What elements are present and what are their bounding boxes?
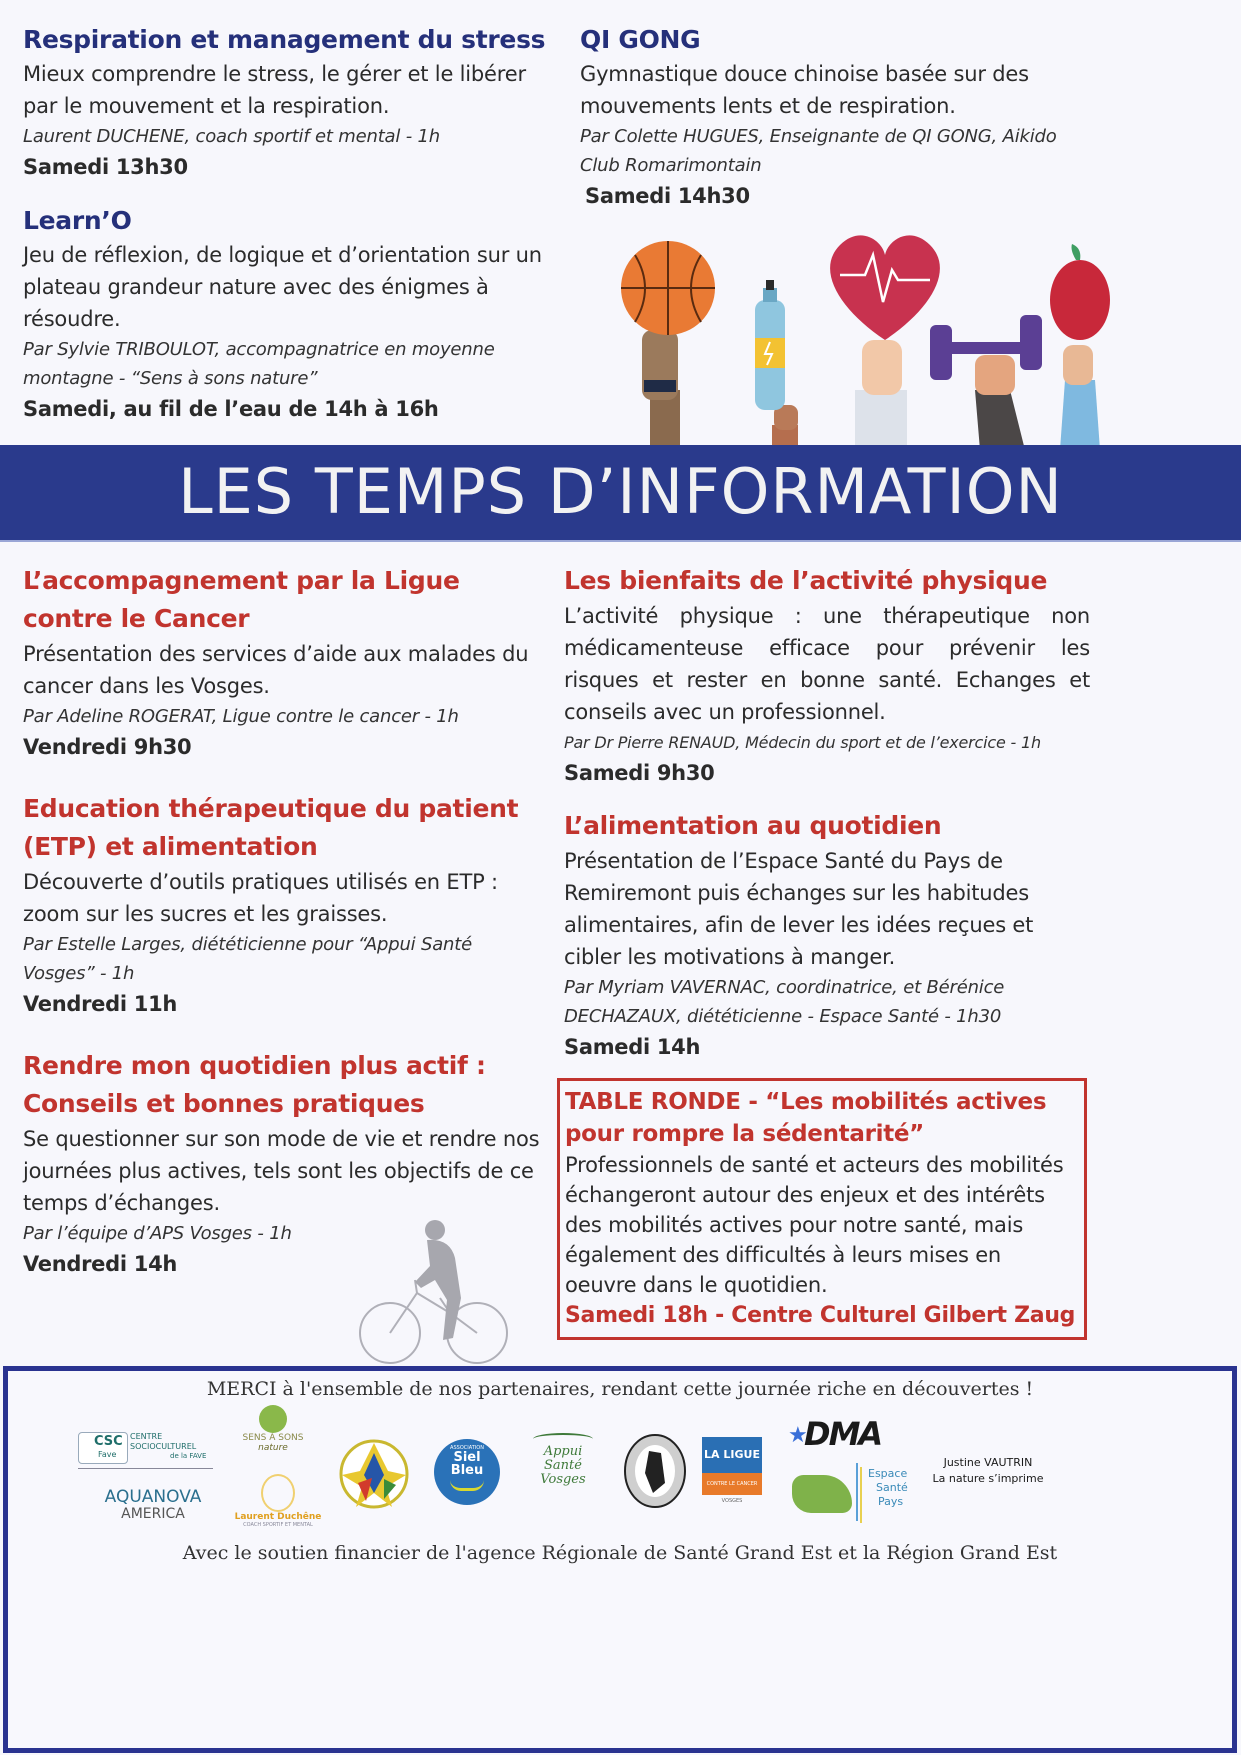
session-speaker: Par Dr Pierre RENAUD, Médecin du sport et de l’exercice - 1h — [564, 733, 1041, 752]
thanks-text: MERCI à l'ensemble de nos partenaires, rendant cette journée riche en découvertes ! — [206, 1378, 1034, 1400]
activity-time: Samedi 13h30 — [23, 155, 188, 179]
session-time: Vendredi 9h30 — [23, 735, 192, 759]
session-time: Samedi 14h — [564, 1035, 701, 1059]
info-alimentation — [564, 807, 1090, 1063]
session-title: Rendre mon quotidien plus actif : Conseils et bonnes pratiques — [23, 1051, 486, 1118]
session-title: L’accompagnement par la Ligue contre le Cancer — [23, 566, 460, 633]
table-ronde-description: Professionnels de santé et acteurs des mobilités échangeront autour des enjeux et des intérêts des mobilités actives pour notre santé, mais également des difficultés à leurs mises en oeuvre dans le quotidien. — [565, 1153, 1064, 1297]
session-time: Samedi 9h30 — [564, 761, 715, 785]
logo-espace-sante: Espace Santé Pays — [788, 1463, 918, 1525]
activity-speaker: Par Sylvie TRIBOULOT, accompagnatrice en moyenne montagne - “Sens à sons nature” — [23, 339, 495, 389]
session-description: Se questionner sur son mode de vie et rendre nos journées plus actives, tels sont les objectifs de ce temps d’échanges. — [23, 1127, 540, 1215]
session-time: Vendredi 11h — [23, 992, 178, 1016]
heart-hand-icon — [830, 235, 940, 445]
session-description: Présentation de l’Espace Santé du Pays de Remiremont puis échanges sur les habitudes alimentaires, afin de lever les idées reçues et cibler les motivations à manger. — [564, 849, 1034, 969]
logo-appui-sante-vosges: Appui Santé Vosges — [528, 1433, 598, 1508]
activity-description: Jeu de réflexion, de logique et d’orientation sur un plateau grandeur nature avec des énigmes à résoudre. — [23, 243, 542, 331]
info-ligue-cancer — [23, 562, 563, 763]
session-description: Présentation des services d’aide aux malades du cancer dans les Vosges. — [23, 642, 529, 698]
session-speaker: Par l’équipe d’APS Vosges - 1h — [23, 1223, 292, 1244]
basketball-hand-icon — [621, 241, 715, 445]
session-description: L’activité physique : une thérapeutique non médicamenteuse efficace pour prévenir les risques et rester en bonne santé. Echanges et conseils avec un professionnel. — [564, 604, 1090, 724]
session-speaker: Par Myriam VAVERNAC, coordinatrice, et Bérénice DECHAZAUX, diététicienne - Espace Santé - 1h30 — [564, 977, 1005, 1027]
session-speaker: Par Adeline ROGERAT, Ligue contre le cancer - 1h — [23, 706, 459, 727]
session-speaker: Par Estelle Larges, diététicienne pour “Appui Santé Vosges” - 1h — [23, 934, 472, 984]
info-bienfaits — [564, 562, 1090, 789]
partners-footer — [3, 1366, 1237, 1753]
activity-description: Mieux comprendre le stress, le gérer et le libérer par le mouvement et la respiration. — [23, 62, 526, 118]
session-description: Découverte d’outils pratiques utilisés en ETP : zoom sur les sucres et les graisses. — [23, 870, 498, 926]
session-title: Les bienfaits de l’activité physique — [564, 566, 1048, 595]
activity-time: Samedi, au fil de l’eau de 14h à 16h — [23, 397, 439, 421]
activity-description: Gymnastique douce chinoise basée sur des mouvements lents et de respiration. — [580, 62, 1029, 118]
info-etp — [23, 790, 563, 1020]
dumbbell-hand-icon — [930, 315, 1042, 445]
activity-title: Respiration et management du stress — [23, 25, 546, 54]
activity-qigong — [580, 22, 1110, 212]
logo-justine-vautrin: Justine VAUTRIN La nature s’imprime — [932, 1456, 1044, 1485]
logo-laurent-duchene: Laurent Duchêne COACH SPORTIF ET MENTAL — [233, 1474, 323, 1539]
activity-speaker: Laurent DUCHENE, coach sportif et mental - 1h — [23, 126, 440, 147]
session-time: Vendredi 14h — [23, 1252, 178, 1276]
session-title: L’alimentation au quotidien — [564, 811, 942, 840]
health-hands-illustration — [600, 230, 1120, 445]
logo-aquanova: AQUANOVA AMERICA — [104, 1487, 202, 1522]
activity-speaker: Par Colette HUGUES, Enseignante de QI GONG, Aikido Club Romarimontain — [580, 126, 1057, 176]
banner-title: LES TEMPS D’INFORMATION — [178, 455, 1063, 528]
activity-time: Samedi 14h30 — [585, 184, 750, 208]
star-icon: ★ — [788, 1423, 808, 1448]
logo-orchidee — [338, 1433, 410, 1515]
table-ronde-box — [557, 1078, 1087, 1340]
logo-siel-bleu: ASSOCIATION Siel Bleu — [434, 1439, 500, 1505]
session-title: Education thérapeutique du patient (ETP) et alimentation — [23, 794, 519, 861]
table-ronde-title: TABLE RONDE - “Les mobilités actives pour rompre la sédentarité” — [565, 1089, 1047, 1147]
logo-csc-fave: CSC Fave CENTRE SOCIOCULTUREL de la FAVE — [78, 1428, 218, 1478]
activity-title: Learn’O — [23, 206, 132, 235]
cyclist-illustration — [355, 1218, 515, 1366]
logo-la-ligue: LA LIGUE CONTRE LE CANCER VOSGES — [702, 1437, 762, 1509]
logo-dma: ★ DMA — [788, 1415, 882, 1453]
activity-respiration — [23, 22, 583, 183]
activity-title: QI GONG — [580, 25, 701, 54]
table-ronde-time: Samedi 18h - Centre Culturel Gilbert Zaug — [565, 1303, 1076, 1328]
apple-hand-icon — [1050, 244, 1110, 445]
section-banner — [0, 445, 1241, 542]
water-bottle-hand-icon — [755, 280, 798, 445]
logo-sens-a-sons: SENS A SONS nature — [233, 1405, 313, 1470]
logo-aikido-club — [623, 1433, 687, 1509]
activity-learno — [23, 203, 583, 425]
support-text: Avec le soutien financier de l'agence Régionale de Santé Grand Est et la Région Grand Est — [182, 1542, 1058, 1564]
